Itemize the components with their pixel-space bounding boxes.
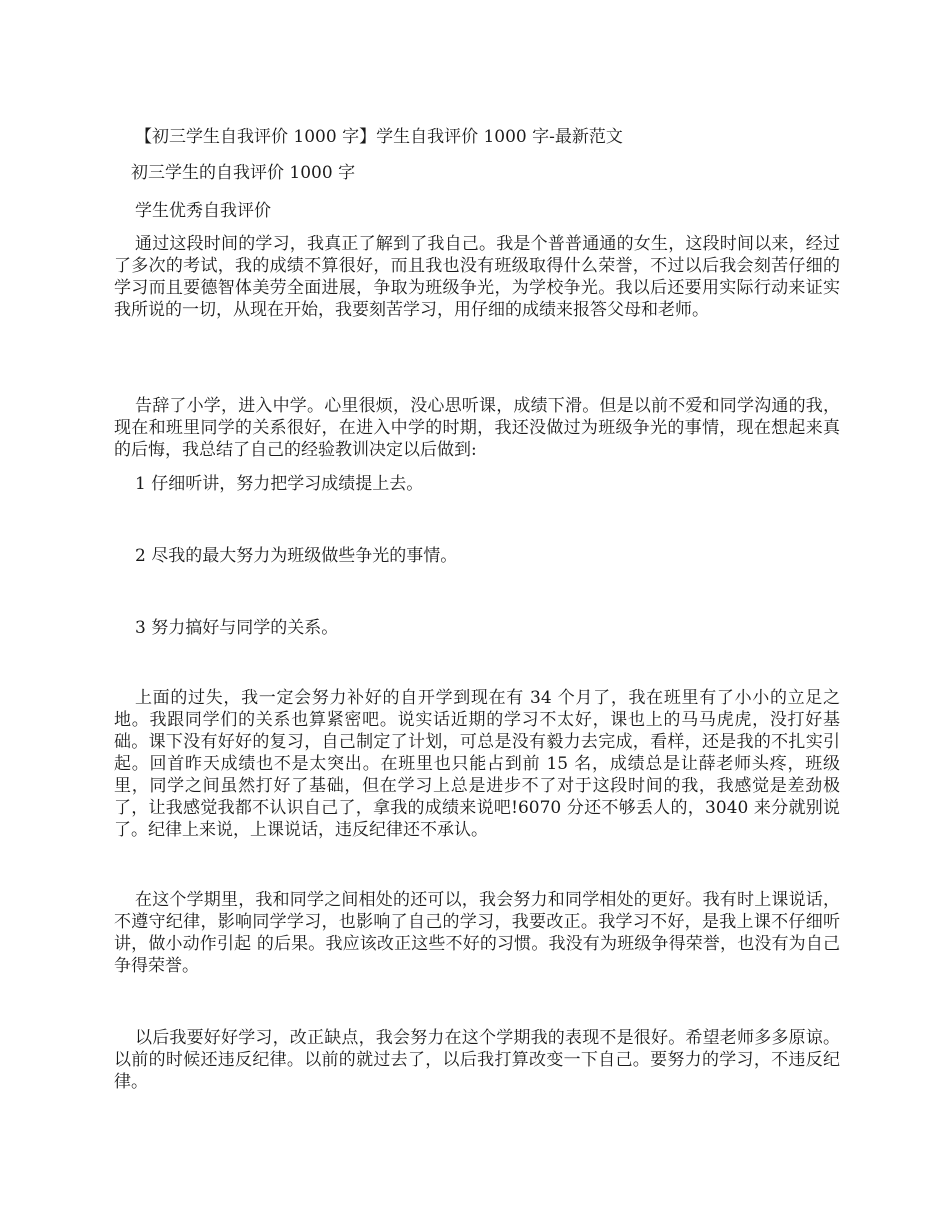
paragraph-3: 上面的过失，我一定会努力补好的自开学到现在有 34 个月了，我在班里有了小小的立足之地。我跟同学们的关系也算紧密吧。说实话近期的学习不太好，课也上的马马虎虎，没打好基础。课下没有好好的复习，自己制定了计划，可总是没有毅力去完成，看样，还是我的不扎实引起。回首昨天成绩也不是太突出。在班里也只能占到前 15 名，成绩总是让薛老师头疼，班级里，同学之间虽然打好了基础，但在学习上总是进步不了对于这段时间的我，我感觉是差劲极了，让我感觉我都不认识自己了，拿我的成绩来说吧!6070 分还不够丢人的，3040 来分就别说了。纪律上来说，上课说话，违反纪律还不承认。 [114,688,840,840]
document-subtitle: 初三学生的自我评价 1000 字 [131,163,356,183]
paragraph-2: 告辞了小学，进入中学。心里很烦，没心思听课，成绩下滑。但是以前不爱和同学沟通的我，现在和班里同学的关系很好，在进入中学的时期，我还没做过为班级争光的事情，现在想起来真的后悔，我总结了自己的经验教训决定以后做到: [114,396,840,460]
paragraph-5: 以后我要好好学习，改正缺点，我会努力在这个学期我的表现不是很好。希望老师多多原谅。以前的时候还违反纪律。以前的就过去了，以后我打算改变一下自己。要努力的学习，不违反纪律。 [114,1028,840,1092]
list-item-2: 2 尽我的最大努力为班级做些争光的事情。 [135,546,458,566]
section-heading: 学生优秀自我评价 [135,201,271,221]
list-item-1: 1 仔细听讲，努力把学习成绩提上去。 [135,474,424,494]
paragraph-1: 通过这段时间的学习，我真正了解到了我自己。我是个普普通通的女生，这段时间以来，经过了多次的考试，我的成绩不算很好，而且我也没有班级取得什么荣誉，不过以后我会刻苦仔细的学习而且要德智体美劳全面进展，争取为班级争光，为学校争光。我以后还要用实际行动来证实我所说的一切，从现在开始，我要刻苦学习，用仔细的成绩来报答父母和老师。 [114,234,840,320]
document-title: 【初三学生自我评价 1000 字】学生自我评价 1000 字-最新范文 [135,127,623,147]
list-item-3: 3 努力搞好与同学的关系。 [135,618,339,638]
paragraph-4: 在这个学期里，我和同学之间相处的还可以，我会努力和同学相处的更好。我有时上课说话，不遵守纪律，影响同学学习，也影响了自己的学习，我要改正。我学习不好，是我上课不仔细听讲，做小动作引起 的后果。我应该改正这些不好的习惯。我没有为班级争得荣誉，也没有为自己争得荣誉。 [114,890,840,976]
